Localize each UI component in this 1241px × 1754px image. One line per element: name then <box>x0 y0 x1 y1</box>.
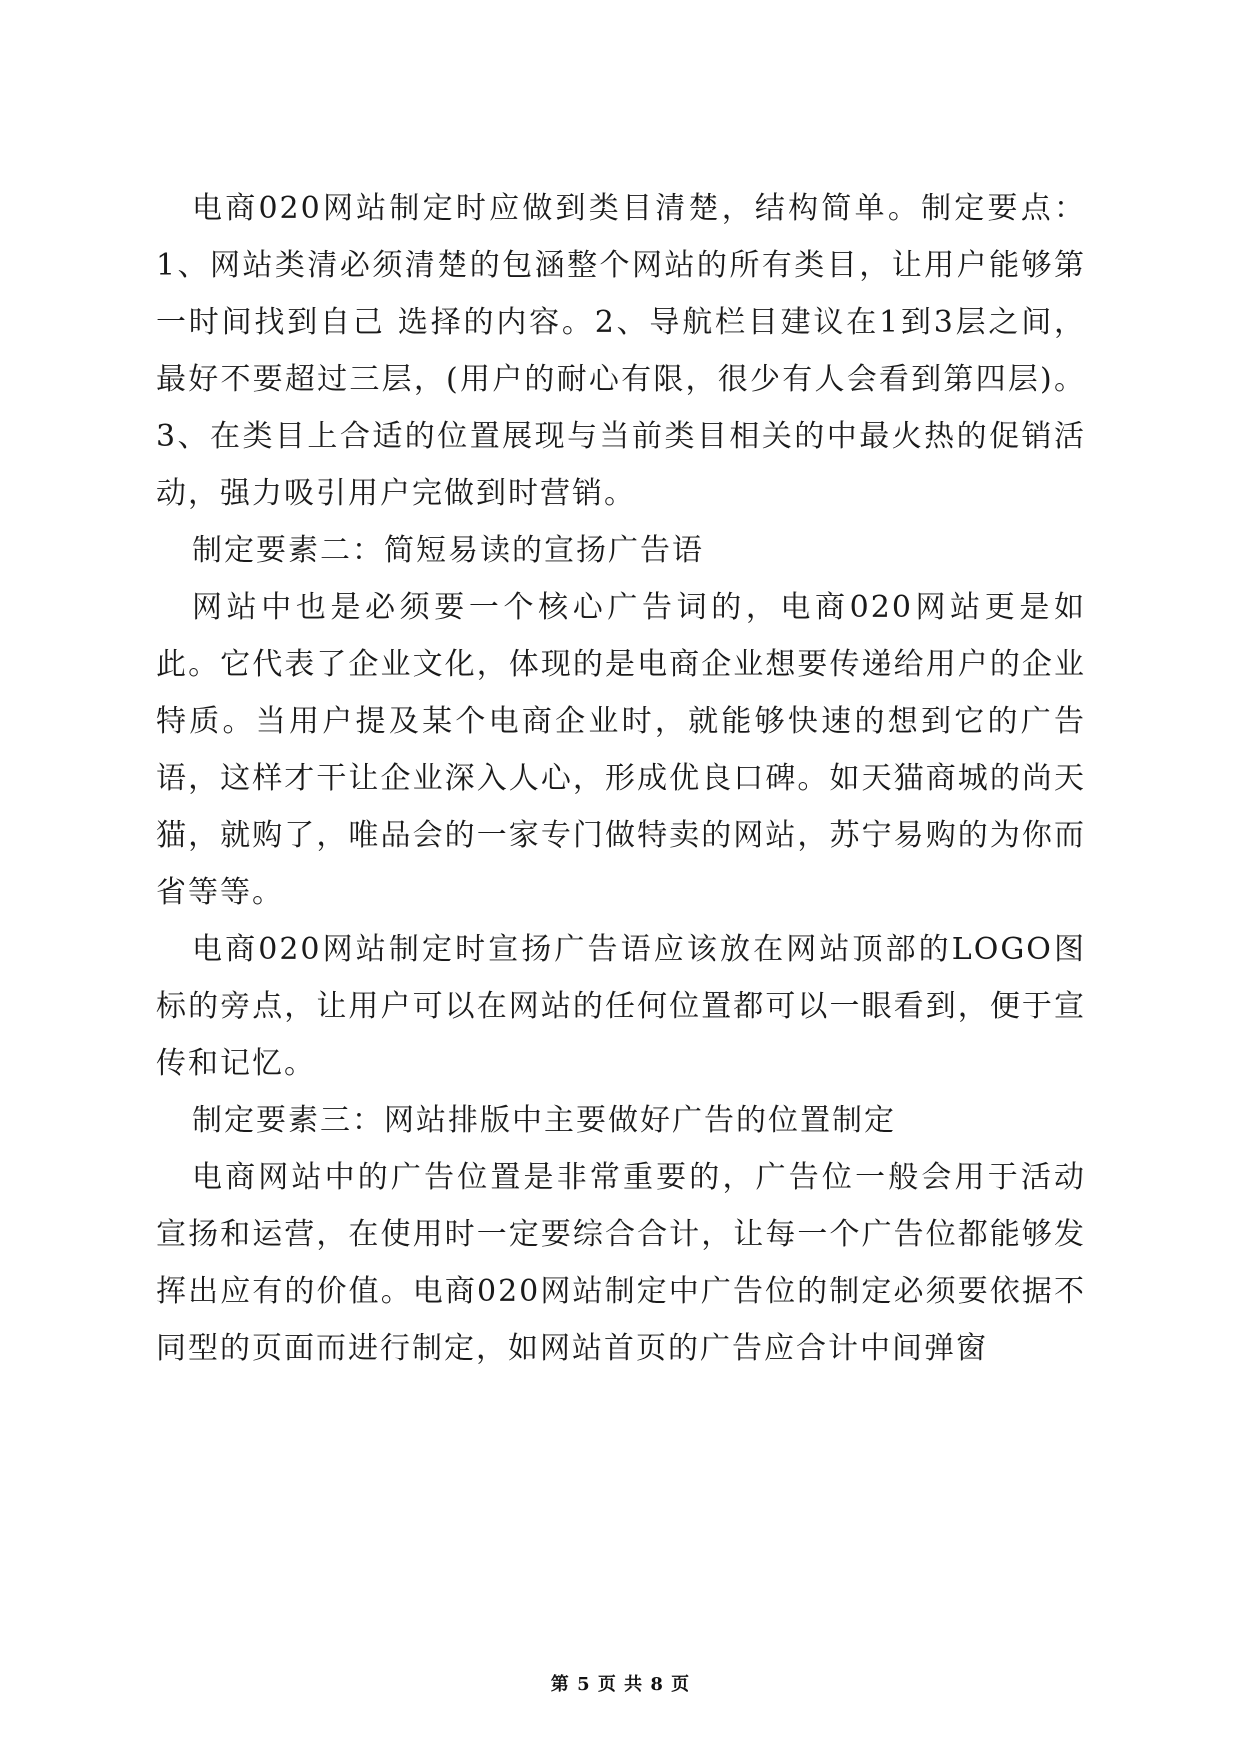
page-number-footer: 第 5 页 共 8 页 <box>550 1674 691 1695</box>
section-heading-element-two: 制定要素二：简短易读的宣扬广告语 <box>192 533 704 568</box>
section-heading-element-three: 制定要素三：网站排版中主要做好广告的位置制定 <box>192 1103 896 1138</box>
paragraph-category-structure: 电商020网站制定时应做到类目清楚，结构简单。制定要点：1、网站类清必须清楚的包涵整个网站的所有类目，让用户能够第一时间找到自己 选择的内容。2、导航栏目建议在1到3层之间，最好不要超过三层，(用户的耐心有限，很少有人会看到第四层)。3、在类目上合适的位置展现与当前类目相关的中最火热的促销活动，强力吸引用户完做到时营销。 <box>156 191 1086 511</box>
paragraph-ad-placement: 电商网站中的广告位置是非常重要的，广告位一般会用于活动宣扬和运营，在使用时一定要综合合计，让每一个广告位都能够发挥出应有的价值。电商020网站制定中广告位的制定必须要依据不同型的页面而进行制定，如网站首页的广告应合计中间弹窗 <box>156 1160 1086 1366</box>
paragraph-slogan: 网站中也是必须要一个核心广告词的，电商020网站更是如此。它代表了企业文化，体现的是电商企业想要传递给用户的企业特质。当用户提及某个电商企业时，就能够快速的想到它的广告语，这样才干让企业深入人心，形成优良口碑。如天猫商城的尚天猫，就购了，唯品会的一家专门做特卖的网站，苏宁易购的为你而省等等。 <box>156 590 1086 910</box>
document-body <box>156 180 1086 1377</box>
paragraph-slogan-placement: 电商020网站制定时宣扬广告语应该放在网站顶部的LOGO图标的旁点，让用户可以在网站的任何位置都可以一眼看到，便于宣传和记忆。 <box>156 932 1086 1081</box>
